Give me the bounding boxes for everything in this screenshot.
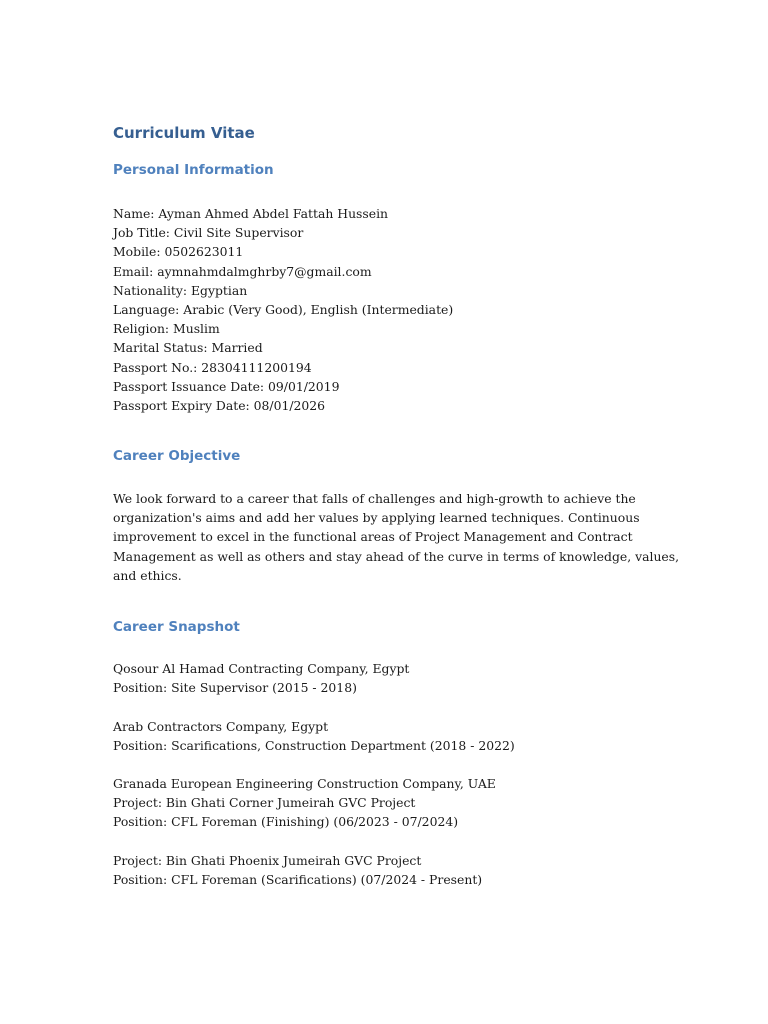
project-line: Project: Bin Ghati Corner Jumeirah GVC Project — [113, 795, 416, 811]
position-line: Position: Site Supervisor (2015 - 2018) — [113, 680, 357, 696]
company-line: Granada European Engineering Construction Company, UAE — [113, 776, 496, 791]
career-entry — [113, 774, 653, 832]
objective-line: and ethics. — [113, 567, 182, 583]
language-line: Language: Arabic (Very Good), English (Intermediate) — [113, 302, 454, 318]
career-objective-heading: Career Objective — [113, 448, 241, 464]
mobile-line: Mobile: 0502623011 — [113, 244, 244, 260]
career-entry — [113, 659, 653, 697]
position-line: Position: CFL Foreman (Scarifications) (07/2024 - Present) — [113, 872, 483, 888]
career-entry — [113, 717, 653, 755]
objective-line: organization's aims and add her values by applying learned techniques. Continuous — [113, 510, 640, 526]
document-title: Curriculum Vitae — [113, 124, 255, 142]
personal-information-block — [113, 204, 653, 415]
passport-number-line: Passport No.: 28304111200194 — [113, 359, 312, 375]
nationality-line: Nationality: Egyptian — [113, 282, 248, 298]
career-entry — [113, 851, 653, 889]
name-line: Name: Ayman Ahmed Abdel Fattah Hussein — [113, 206, 389, 221]
position-line: Position: CFL Foreman (Finishing) (06/2023 - 07/2024) — [113, 814, 459, 830]
objective-line: Management as well as others and stay ahead of the curve in terms of knowledge, values, — [113, 548, 680, 564]
passport-expiry-line: Passport Expiry Date: 08/01/2026 — [113, 398, 326, 414]
email-line: Email: aymnahmdalmghrby7@gmail.com — [113, 263, 372, 279]
personal-information-heading: Personal Information — [113, 162, 274, 178]
passport-issuance-line: Passport Issuance Date: 09/01/2019 — [113, 378, 340, 394]
marital-status-line: Marital Status: Married — [113, 340, 263, 356]
position-line: Position: Scarifications, Construction Department (2018 - 2022) — [113, 738, 515, 754]
company-line: Arab Contractors Company, Egypt — [113, 719, 329, 734]
career-snapshot-heading: Career Snapshot — [113, 619, 240, 635]
job-title-line: Job Title: Civil Site Supervisor — [113, 225, 304, 241]
career-objective-paragraph — [113, 489, 680, 585]
company-line: Qosour Al Hamad Contracting Company, Egypt — [113, 661, 410, 676]
project-line: Project: Bin Ghati Phoenix Jumeirah GVC Project — [113, 853, 422, 868]
religion-line: Religion: Muslim — [113, 321, 220, 337]
objective-line: improvement to excel in the functional areas of Project Management and Contract — [113, 529, 633, 545]
objective-line: We look forward to a career that falls of challenges and high-growth to achieve the — [113, 491, 636, 506]
